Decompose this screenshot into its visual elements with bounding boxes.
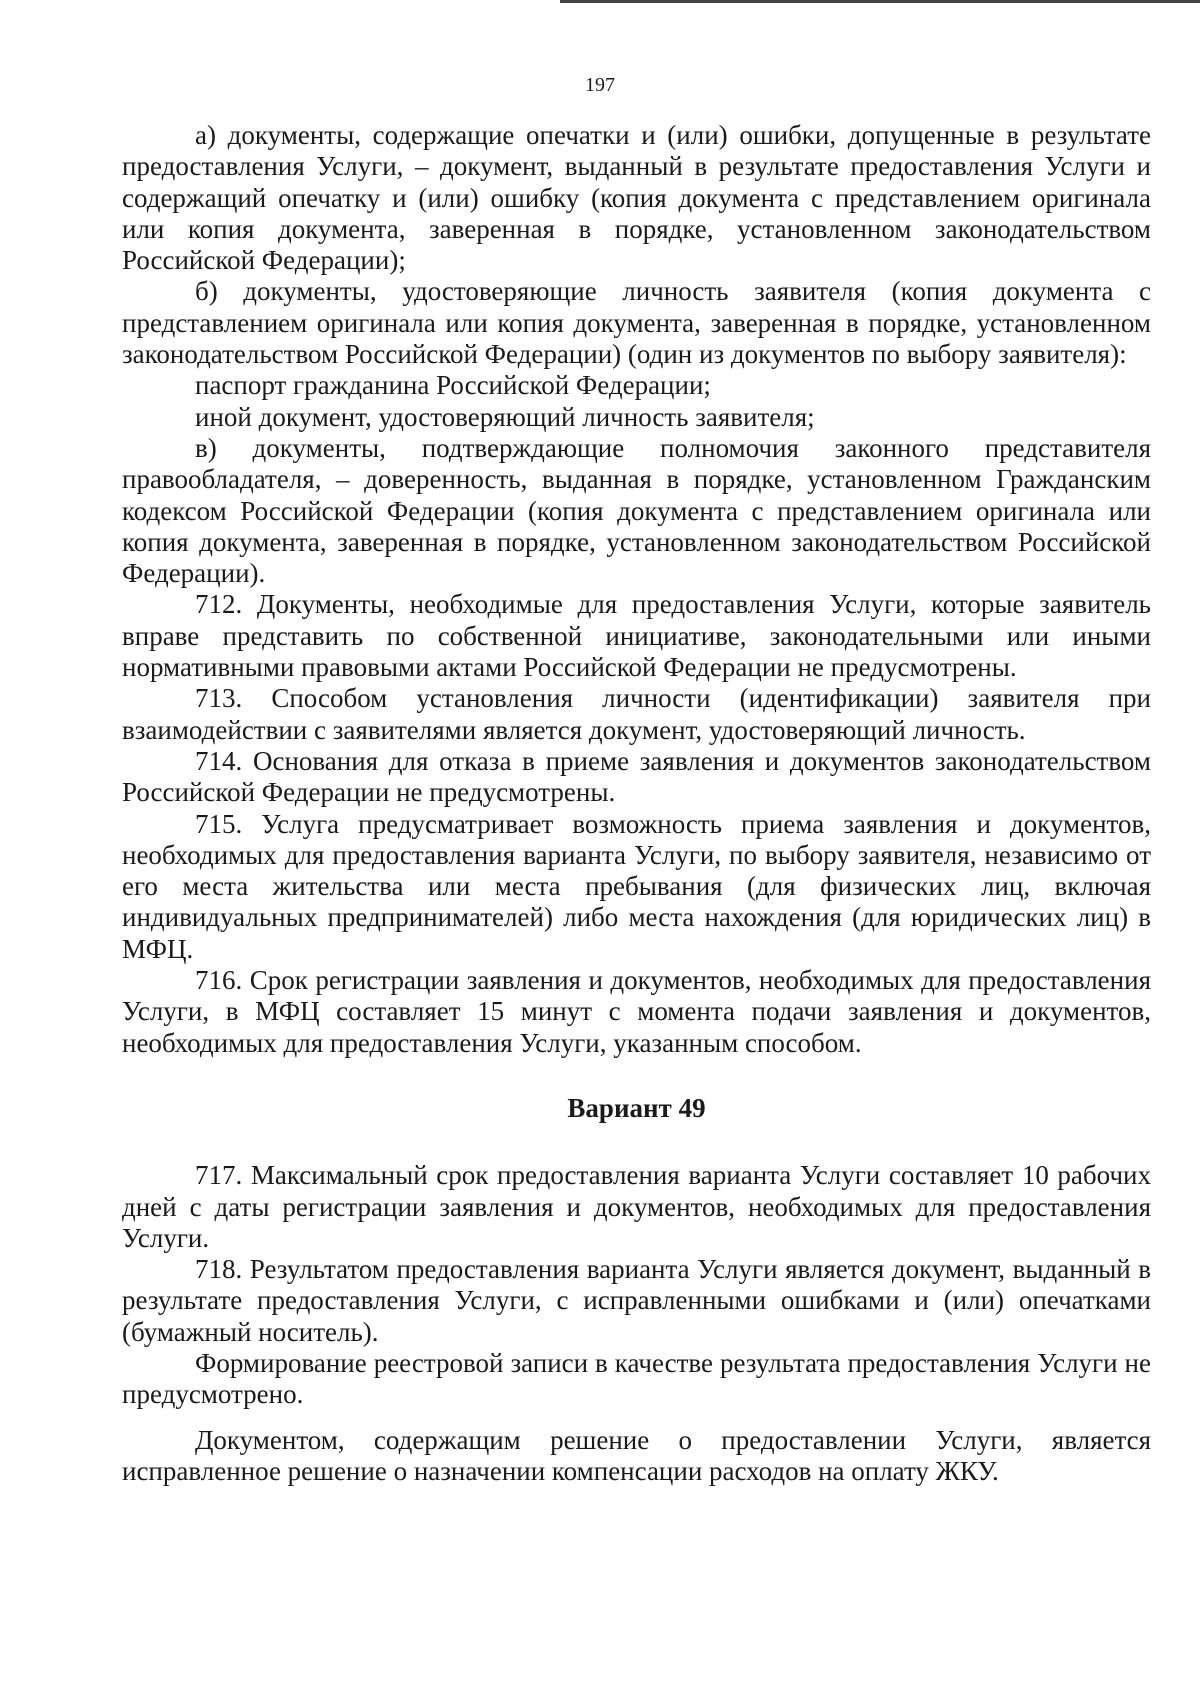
list-item-other-id: иной документ, удостоверяющий личность заявителя;: [195, 401, 815, 432]
paragraph-715: 715. Услуга предусматривает возможность приема заявления и документов, необходимых для предоставления варианта Услуги, по выбору заявителя, независимо от его места жительства или места пребывания (для физических лиц, включая индивидуальных предпринимателей) либо места нахождения (для юридических лиц) в МФЦ.: [122, 808, 1151, 964]
paragraph-b: б) документы, удостоверяющие личность заявителя (копия документа с представлением оригинала или копия документа, заверенная в порядке, установленном законодательством Российской Федерации) (один из документов по выбору заявителя):: [122, 276, 1151, 370]
paragraph-a: а) документы, содержащие опечатки и (или) ошибки, допущенные в результате предоставления Услуги, – документ, выданный в результате предоставления Услуги и содержащий опечатку и (или) ошибку (копия документа с представлением оригинала или копия документа, заверенная в порядке, установленном законодательством Российской Федерации);: [122, 120, 1151, 276]
paragraph-717: 717. Максимальный срок предоставления варианта Услуги составляет 10 рабочих дней с даты регистрации заявления и документов, необходимых для предоставления Услуги.: [122, 1160, 1151, 1253]
paragraph-decision-document: Документом, содержащим решение о предоставлении Услуги, является исправленное решение о назначении компенсации расходов на оплату ЖКУ.: [122, 1424, 1151, 1486]
document-body: [122, 120, 1151, 1487]
paragraph-712: 712. Документы, необходимые для предоставления Услуги, которые заявитель вправе представить по собственной инициативе, законодательными или иными нормативными правовыми актами Российской Федерации не предусмотрены.: [122, 589, 1151, 683]
paragraph-registry-record: Формирование реестровой записи в качестве результата предоставления Услуги не предусмотрено.: [122, 1347, 1151, 1410]
paragraph-v: в) документы, подтверждающие полномочия законного представителя правообладателя, – доверенность, выданная в порядке, установленном Гражданским кодексом Российской Федерации (копия документа с представлением оригинала или копия документа, заверенная в порядке, установленном законодательством Российской Федерации).: [122, 432, 1151, 589]
section-heading: Вариант 49: [567, 1092, 706, 1123]
page-number: 197: [585, 74, 615, 96]
top-edge-rule: [560, 0, 1200, 3]
paragraph-718: 718. Результатом предоставления варианта Услуги является документ, выданный в результате предоставления Услуги, с исправленными ошибками и (или) опечатками (бумажный носитель).: [122, 1254, 1151, 1347]
paragraph-713: 713. Способом установления личности (идентификации) заявителя при взаимодействии с заявителями является документ, удостоверяющий личность.: [122, 683, 1151, 745]
list-item-passport: паспорт гражданина Российской Федерации;: [195, 370, 711, 401]
paragraph-714: 714. Основания для отказа в приеме заявления и документов законодательством Российской Федерации не предусмотрены.: [122, 745, 1151, 808]
paragraph-716: 716. Срок регистрации заявления и документов, необходимых для предоставления Услуги, в МФЦ составляет 15 минут с момента подачи заявления и документов, необходимых для предоставления Услуги, указанным способом.: [122, 965, 1151, 1058]
